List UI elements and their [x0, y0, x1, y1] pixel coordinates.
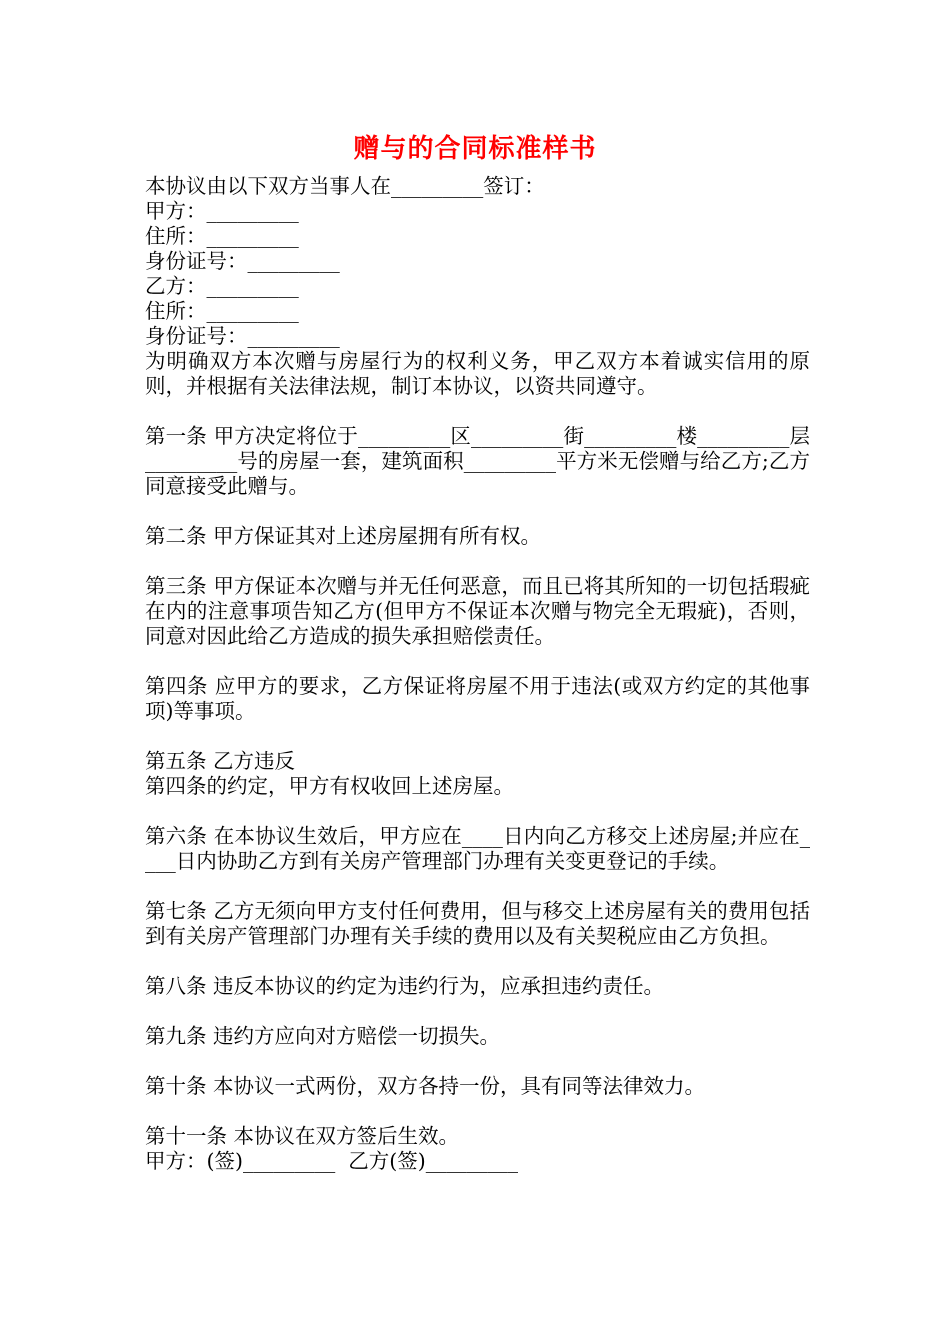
- paragraph-gap: [145, 724, 810, 749]
- article-2: 第二条 甲方保证其对上述房屋拥有所有权。: [145, 524, 542, 548]
- article-1: 第一条 甲方决定将位于_________区_________街_________楼_________层_________号的房屋一套，建筑面积_________平方米无偿赠与给乙方;乙方同意接受此赠与。: [145, 424, 810, 498]
- article-11: 第十一条 本协议在双方签后生效。: [145, 1124, 460, 1148]
- article-3: 第三条 甲方保证本次赠与并无任何恶意，而且已将其所知的一切包括瑕疵在内的注意事项告知乙方(但甲方不保证本次赠与物完全无瑕疵)，否则，同意对因此给乙方造成的损失承担赔偿责任。: [145, 574, 810, 648]
- paragraph-gap: [145, 799, 810, 824]
- article-10: 第十条 本协议一式两份，双方各持一份，具有同等法律效力。: [145, 1074, 706, 1098]
- paragraph-gap: [145, 499, 810, 524]
- article-7: 第七条 乙方无须向甲方支付任何费用，但与移交上述房屋有关的费用包括到有关房产管理部门办理有关手续的费用以及有关契税应由乙方负担。: [145, 899, 810, 948]
- paragraph-gap: [145, 399, 810, 424]
- paragraph-gap: [145, 949, 810, 974]
- party-a-line: 甲方：_________: [145, 199, 299, 223]
- paragraph-gap: [145, 999, 810, 1024]
- article-9: 第九条 违约方应向对方赔偿一切损失。: [145, 1024, 501, 1048]
- party-a-address-line: 住所：_________: [145, 224, 299, 248]
- signature-line: 甲方：(签)_________ 乙方(签)_________: [145, 1149, 519, 1173]
- article-8: 第八条 违反本协议的约定为违约行为，应承担违约责任。: [145, 974, 665, 998]
- article-5-line-2: 第四条的约定，甲方有权收回上述房屋。: [145, 774, 514, 798]
- paragraph-gap: [145, 1049, 810, 1074]
- party-b-line: 乙方：_________: [145, 274, 299, 298]
- party-b-address-line: 住所：_________: [145, 299, 299, 323]
- party-a-id-line: 身份证号：_________: [145, 249, 340, 273]
- party-b-id-line: 身份证号：_________: [145, 324, 340, 348]
- intro-line: 本协议由以下双方当事人在_________签订：: [145, 174, 545, 198]
- paragraph-gap: [145, 1099, 810, 1124]
- purpose-paragraph: 为明确双方本次赠与房屋行为的权利义务，甲乙双方本着诚实信用的原则，并根据有关法律法规，制订本协议，以资共同遵守。: [145, 349, 810, 398]
- article-4: 第四条 应甲方的要求，乙方保证将房屋不用于违法(或双方约定的其他事项)等事项。: [145, 674, 810, 723]
- article-6: 第六条 在本协议生效后，甲方应在____日内向乙方移交上述房屋;并应在____日内协助乙方到有关房产管理部门办理有关变更登记的手续。: [145, 824, 810, 873]
- document-body: [145, 174, 810, 1174]
- paragraph-gap: [145, 549, 810, 574]
- paragraph-gap: [145, 649, 810, 674]
- document-title: 赠与的合同标准样书: [353, 134, 597, 164]
- article-5-line-1: 第五条 乙方违反: [145, 749, 296, 773]
- paragraph-gap: [145, 874, 810, 899]
